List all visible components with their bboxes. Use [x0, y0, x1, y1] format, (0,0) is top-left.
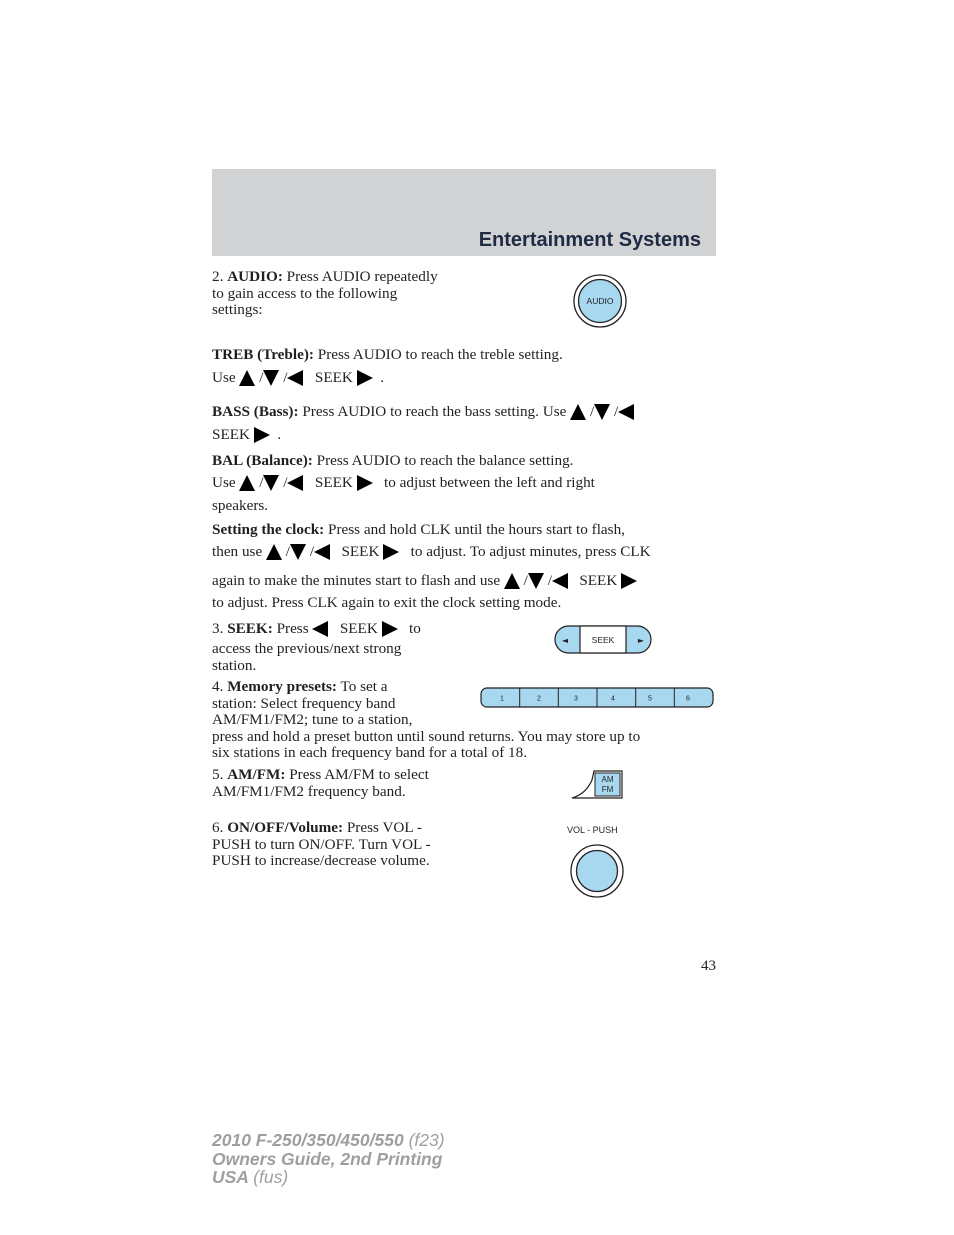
preset-button-5: 5 [648, 695, 652, 703]
amfm-item: 5. AM/FM: Press AM/FM to select AM/FM1/FM2 frequency band. [212, 766, 429, 800]
preset-button-3: 3 [574, 695, 578, 703]
bal-controls: Use / / SEEK to adjust between the left and right [212, 474, 595, 491]
audio-button-label: AUDIO [586, 296, 614, 306]
down-arrow-icon [263, 475, 279, 491]
volume-item: 6. ON/OFF/Volume: Press VOL - PUSH to turn ON/OFF. Turn VOL - PUSH to increase/decrease volume. [212, 819, 431, 870]
right-arrow-icon [383, 544, 399, 560]
bal-item: BAL (Balance): Press AUDIO to reach the balance setting. [212, 452, 574, 469]
clock-text4: to adjust. Press CLK again to exit the clock setting mode. [212, 594, 562, 611]
bass-item: BASS (Bass): Press AUDIO to reach the bass setting. Use / / [212, 401, 634, 423]
preset-buttons-illustration [480, 687, 714, 709]
left-arrow-icon [312, 621, 328, 637]
up-arrow-icon [504, 573, 520, 589]
left-arrow-icon [314, 544, 330, 560]
preset-button-6: 6 [686, 695, 690, 703]
presets-item: 4. Memory presets: To set a station: Select frequency band AM/FM1/FM2; tune to a station, press and hold a preset button until sound returns. You may store up to six stations in each frequency band for a total of 18. [212, 678, 641, 762]
treb-controls: Use / / SEEK . [212, 369, 385, 386]
right-arrow-icon [357, 370, 373, 386]
down-arrow-icon [594, 404, 610, 420]
preset-button-1: 1 [500, 695, 504, 703]
amfm-label-am: AM [601, 775, 614, 784]
seek-desc: access the previous/next strong station. [212, 640, 402, 674]
clock-controls-1: then use / / SEEK to adjust. To adjust minutes, press CLK [212, 543, 651, 560]
seek-item: 3. SEEK: Press SEEK to [212, 620, 421, 637]
down-arrow-icon [263, 370, 279, 386]
clock-controls-2: again to make the minutes start to flash and use / / SEEK [212, 570, 637, 592]
treb-item: TREB (Treble): Press AUDIO to reach the treble setting. [212, 346, 563, 363]
seek-right-arrow-icon: ► [637, 636, 645, 645]
left-arrow-icon [552, 573, 568, 589]
left-arrow-icon [618, 404, 634, 420]
left-arrow-icon [287, 475, 303, 491]
down-arrow-icon [528, 573, 544, 589]
audio-button-illustration [572, 274, 628, 330]
right-arrow-icon [357, 475, 373, 491]
bal-text3: speakers. [212, 497, 269, 514]
seek-button-label: SEEK [591, 635, 615, 645]
up-arrow-icon [570, 404, 586, 420]
preset-button-4: 4 [611, 695, 615, 703]
right-arrow-icon [254, 427, 270, 443]
up-arrow-icon [266, 544, 282, 560]
bass-controls: SEEK . [212, 426, 282, 443]
amfm-button-illustration [570, 770, 624, 800]
page-number: 43 [701, 958, 716, 974]
left-arrow-icon [287, 370, 303, 386]
seek-button-illustration [554, 625, 652, 654]
clock-item: Setting the clock: Press and hold CLK until the hours start to flash, [212, 521, 625, 538]
section-title: Entertainment Systems [478, 229, 701, 251]
up-arrow-icon [239, 475, 255, 491]
seek-left-arrow-icon: ◄ [561, 636, 569, 645]
volume-knob-illustration [570, 844, 626, 900]
vol-push-label: VOL - PUSH [567, 825, 618, 835]
header-band [212, 169, 716, 256]
down-arrow-icon [290, 544, 306, 560]
footer: 2010 F-250/350/450/550 (f23) Owners Guide, 2nd Printing USA (fus) [212, 1130, 445, 1187]
up-arrow-icon [239, 370, 255, 386]
preset-button-2: 2 [537, 695, 541, 703]
right-arrow-icon [621, 573, 637, 589]
amfm-label-fm: FM [601, 785, 614, 794]
right-arrow-icon [382, 621, 398, 637]
audio-item: 2. AUDIO: Press AUDIO repeatedly to gain access to the following settings: [212, 268, 438, 319]
